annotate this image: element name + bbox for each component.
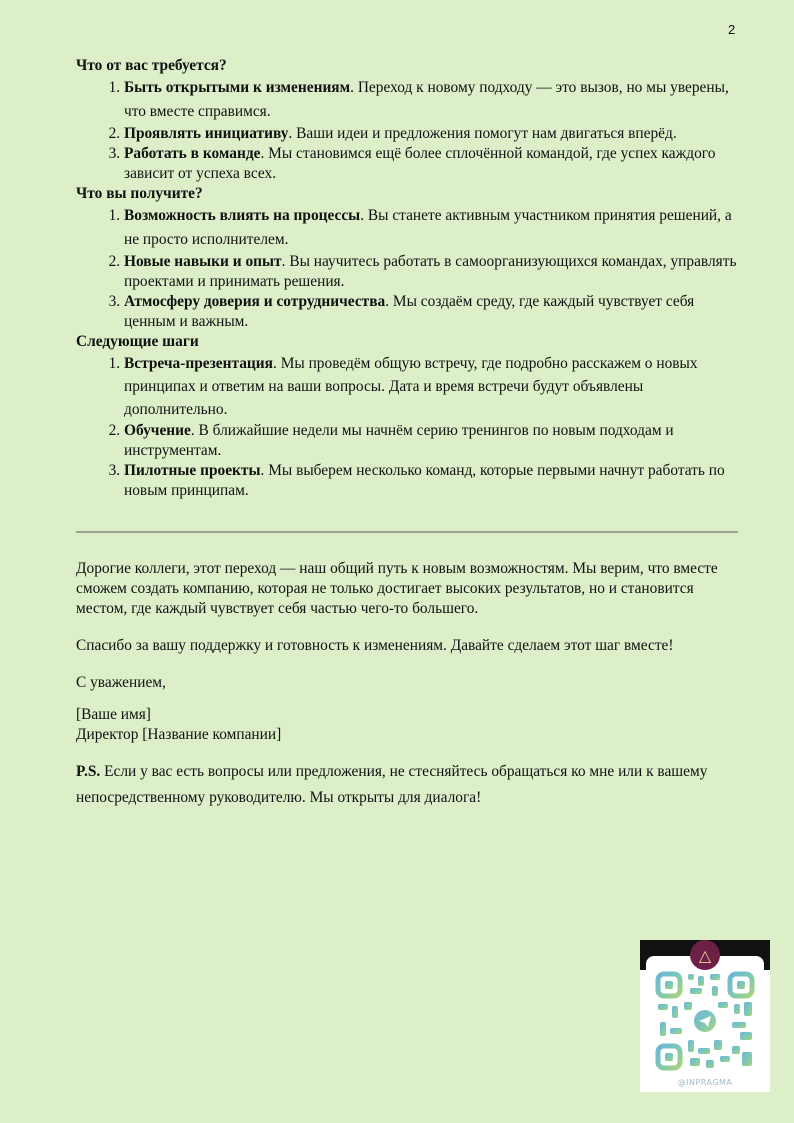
section-divider <box>76 531 738 533</box>
item-text: . Вы научитесь работать в самоорганизующихся командах, управлять проектами и принимать решения. <box>124 253 737 290</box>
item-text: . Вы станете активным участником принятия решений, а не просто исполнителем. <box>124 207 732 248</box>
next-steps-list <box>76 352 738 501</box>
item-bold-title: Встреча-презентация <box>124 355 273 372</box>
list-item <box>124 461 738 501</box>
item-bold-title: Работать в команде <box>124 145 261 162</box>
qr-code-icon <box>654 970 756 1072</box>
signature-block <box>76 673 738 745</box>
list-item <box>124 144 738 184</box>
item-text: . Переход к новому подходу — это вызов, но мы уверены, что вместе справимся. <box>124 79 729 120</box>
closing-paragraph: Дорогие коллеги, этот переход — наш общий путь к новым возможностям. Мы верим, что вместе сможем создать компанию, которая не только достигает высоких результатов, но и становится местом, где каждый чувствует себя частью чего-то большего. <box>76 560 718 617</box>
item-text: . Ваши идеи и предложения помогут нам двигаться вперёд. <box>288 125 677 142</box>
postscript-label: P.S. <box>76 763 101 780</box>
signature-name: [Ваше имя] <box>76 706 151 723</box>
signature-position: Директор [Название компании] <box>76 726 282 743</box>
list-item <box>124 204 738 252</box>
item-bold-title: Обучение <box>124 422 191 439</box>
item-bold-title: Возможность влиять на процессы <box>124 207 361 224</box>
qr-code-card[interactable] <box>640 940 770 1092</box>
postscript <box>76 759 738 811</box>
qr-handle-text: @INPRAGMA <box>677 1078 733 1087</box>
item-text: . Мы создаём среду, где каждый чувствует себя ценным и важным. <box>124 293 695 330</box>
postscript-text: Если у вас есть вопросы или предложения, не стесняйтесь обращаться ко мне или к вашему непосредственному руководителю. Мы открыты для диалога! <box>76 763 708 806</box>
item-bold-title: Быть открытыми к изменениям <box>124 79 351 96</box>
item-bold-title: Новые навыки и опыт <box>124 253 282 270</box>
list-item <box>124 352 738 421</box>
section-heading-next-steps: Следующие шаги <box>76 333 199 350</box>
section-heading-requirements: Что от вас требуется? <box>76 57 227 74</box>
item-text: . Мы выберем несколько команд, которые первыми начнут работать по новым принципам. <box>124 462 725 499</box>
list-item <box>124 421 738 461</box>
list-item <box>124 124 738 144</box>
thanks-paragraph: Спасибо за вашу поддержку и готовность к изменениям. Давайте сделаем этот шаг вместе! <box>76 637 674 654</box>
item-bold-title: Атмосферу доверия и сотрудничества <box>124 293 386 310</box>
item-text: . В ближайшие недели мы начнём серию тренингов по новым подходам и инструментам. <box>124 422 674 459</box>
item-bold-title: Пилотные проекты <box>124 462 261 479</box>
list-item <box>124 292 738 332</box>
item-bold-title: Проявлять инициативу <box>124 125 289 142</box>
section-heading-benefits: Что вы получите? <box>76 185 203 202</box>
brand-logo-icon: △ <box>690 940 720 970</box>
list-item <box>124 252 738 292</box>
document-body <box>76 56 738 825</box>
requirements-list <box>76 76 738 184</box>
item-text: . Мы становимся ещё более сплочённой командой, где успех каждого зависит от успеха всех. <box>124 145 716 182</box>
list-item <box>124 76 738 124</box>
signature-greeting: С уважением, <box>76 674 166 691</box>
benefits-list <box>76 204 738 332</box>
page-number: 2 <box>728 22 736 37</box>
item-text: . Мы проведём общую встречу, где подробно расскажем о новых принципах и ответим на ваши вопросы. Дата и время встречи будут объявлены дополнительно. <box>124 355 698 418</box>
